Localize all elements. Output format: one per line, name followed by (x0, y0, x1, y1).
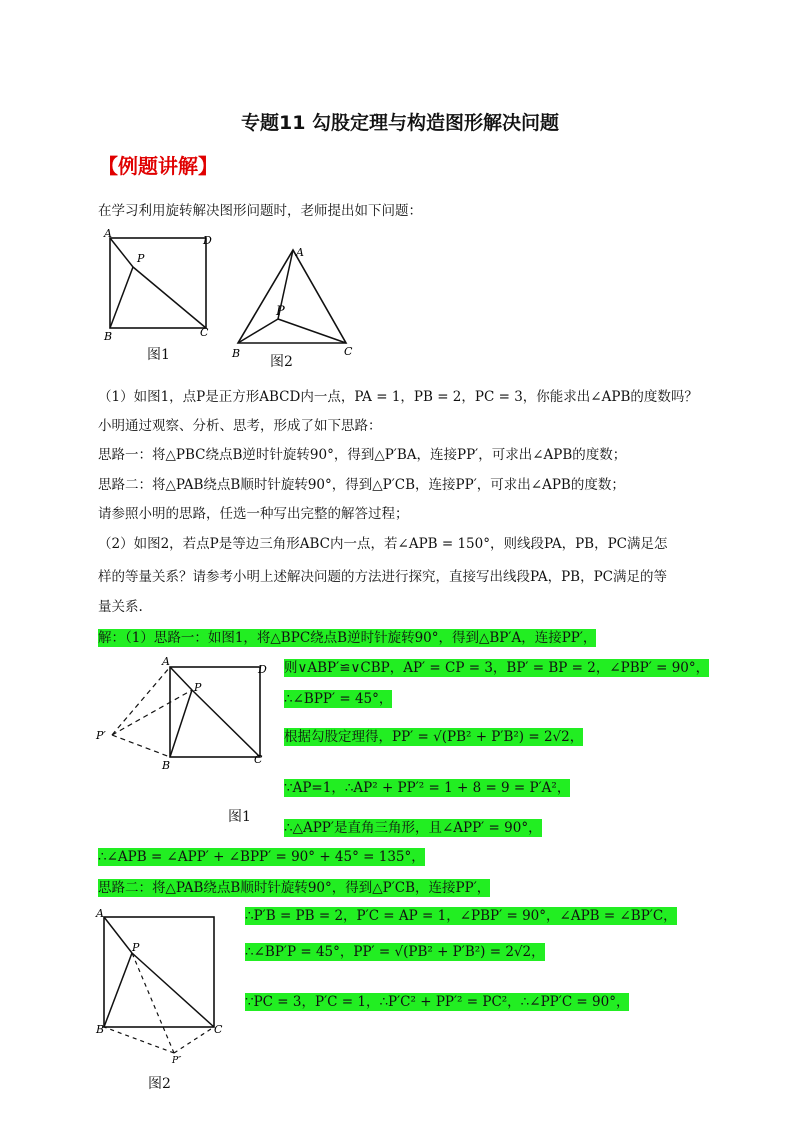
idea-2: 思路二：将△PAB绕点B顺时针旋转90°，得到△P′CB，连接PP′，可求出∠APB的度数； (98, 477, 625, 493)
label-d: D (203, 234, 212, 247)
solution-figure-2 (92, 905, 242, 1080)
label-b: B (104, 330, 113, 343)
segment-pc-s2 (132, 953, 214, 1027)
question-2-line-1: （2）如图2，若点P是等边三角形ABC内一点，若∠APB = 150°，则线段PA，PB，PC满足怎 (98, 536, 668, 552)
question-2-line-3: 量关系. (98, 599, 143, 615)
figure-1-caption: 图1 (147, 347, 170, 363)
figure-2-caption: 图2 (270, 354, 293, 370)
label-d-s1: D (258, 663, 267, 676)
question-1-line-1: （1）如图1，点P是正方形ABCD内一点，PA = 1，PB = 2，PC = 3，你能求出∠APB的度数吗？ (98, 389, 698, 405)
label-p-s1: P (194, 681, 202, 694)
segment-pc-s1 (192, 690, 260, 757)
solution-line-11: ∵PC = 3，P′C = 1，∴P′C² + PP′² = PC²，∴∠PP′C = 90°， (245, 994, 630, 1010)
segment-pb-2 (238, 319, 278, 343)
label-b-s1: B (162, 759, 171, 772)
page-title: 专题11 勾股定理与构造图形解决问题 (240, 112, 560, 134)
label-p-2: P (276, 304, 285, 319)
solution-line-1: 解：（1）思路一：如图1，将△BPC绕点B逆时针旋转90°，得到△BP′A，连接PP′， (98, 630, 597, 646)
section-heading: 【例题讲解】 (98, 154, 218, 178)
solution-figure-1 (92, 655, 282, 830)
solution-line-3: ∴∠BPP′ = 45°， (284, 691, 393, 707)
segment-pp-p (132, 953, 174, 1053)
instruction: 请参照小明的思路，任选一种写出完整的解答过程； (98, 506, 409, 522)
segment-pprime-b (112, 735, 170, 757)
segment-pa-s2 (104, 917, 132, 953)
label-p-s2: P (132, 941, 140, 954)
solution-line-9: ∴P′B = PB = 2，P′C = AP = 1，∠PBP′ = 90°，∠APB = ∠BP′C， (245, 908, 677, 924)
label-c: C (200, 326, 209, 339)
solution-line-7: ∴∠APB = ∠APP′ + ∠BPP′ = 90° + 45° = 135°， (98, 849, 425, 865)
label-c-s2: C (214, 1023, 223, 1036)
label-c-2: C (344, 345, 353, 358)
figure-2-triangle (228, 240, 368, 365)
label-a-2: A (296, 246, 304, 259)
label-pdp-s2: P″ (172, 1056, 182, 1066)
solution-figure-1-caption: 图1 (228, 809, 251, 825)
square-abcd (110, 238, 206, 328)
segment-pprime-a (112, 667, 170, 735)
question-1-line-2: 小明通过观察、分析、思考，形成了如下思路： (98, 418, 382, 434)
segment-pb-s1 (170, 690, 192, 757)
solution-figure-2-caption: 图2 (148, 1076, 171, 1092)
segment-pc-2 (278, 319, 346, 343)
triangle-abc (238, 250, 346, 343)
segment-pc (133, 267, 206, 328)
question-2-line-2: 样的等量关系？请参考小明上述解决问题的方法进行探究，直接写出线段PA，PB，PC满足的等 (98, 569, 668, 585)
segment-pb (110, 267, 133, 328)
solution-line-6: ∴△APP′是直角三角形，且∠APP′ = 90°， (284, 820, 542, 836)
label-c-s1: C (254, 753, 263, 766)
solution-line-4: 根据勾股定理得，PP′ = √(PB² + P′B²) = 2√2， (284, 729, 584, 745)
square-abcd-s2 (104, 917, 214, 1027)
label-pprime-s1: P′ (96, 729, 106, 742)
segment-pa (110, 238, 133, 267)
solution-line-8: 思路二：将△PAB绕点B顺时针旋转90°，得到△P′CB，连接PP′， (98, 880, 491, 896)
segment-pp-c (174, 1027, 214, 1053)
label-p: P (137, 252, 145, 265)
segment-pb-s2 (104, 953, 132, 1027)
label-a-s1: A (162, 655, 170, 668)
label-b-2: B (232, 347, 241, 360)
solution-line-5: ∵AP=1，∴AP² + PP′² = 1 + 8 = 9 = P′A²， (284, 780, 571, 796)
solution-line-2: 则∨ABP′≌∨CBP，AP′ = CP = 3，BP′ = BP = 2，∠PBP′ = 90°， (284, 660, 710, 676)
idea-1: 思路一：将△PBC绕点B逆时针旋转90°，得到△P′BA，连接PP′，可求出∠APB的度数； (98, 447, 627, 463)
label-a: A (104, 227, 112, 240)
label-b-s2: B (96, 1023, 105, 1036)
intro-text: 在学习利用旋转解决图形问题时，老师提出如下问题： (98, 203, 422, 219)
figure-1-square (95, 222, 235, 362)
segment-pp-b (104, 1027, 174, 1053)
solution-line-10: ∴∠BP′P = 45°，PP′ = √(PB² + P′B²) = 2√2， (245, 944, 545, 960)
label-a-s2: A (96, 907, 104, 920)
segment-pa-s1 (170, 667, 192, 690)
